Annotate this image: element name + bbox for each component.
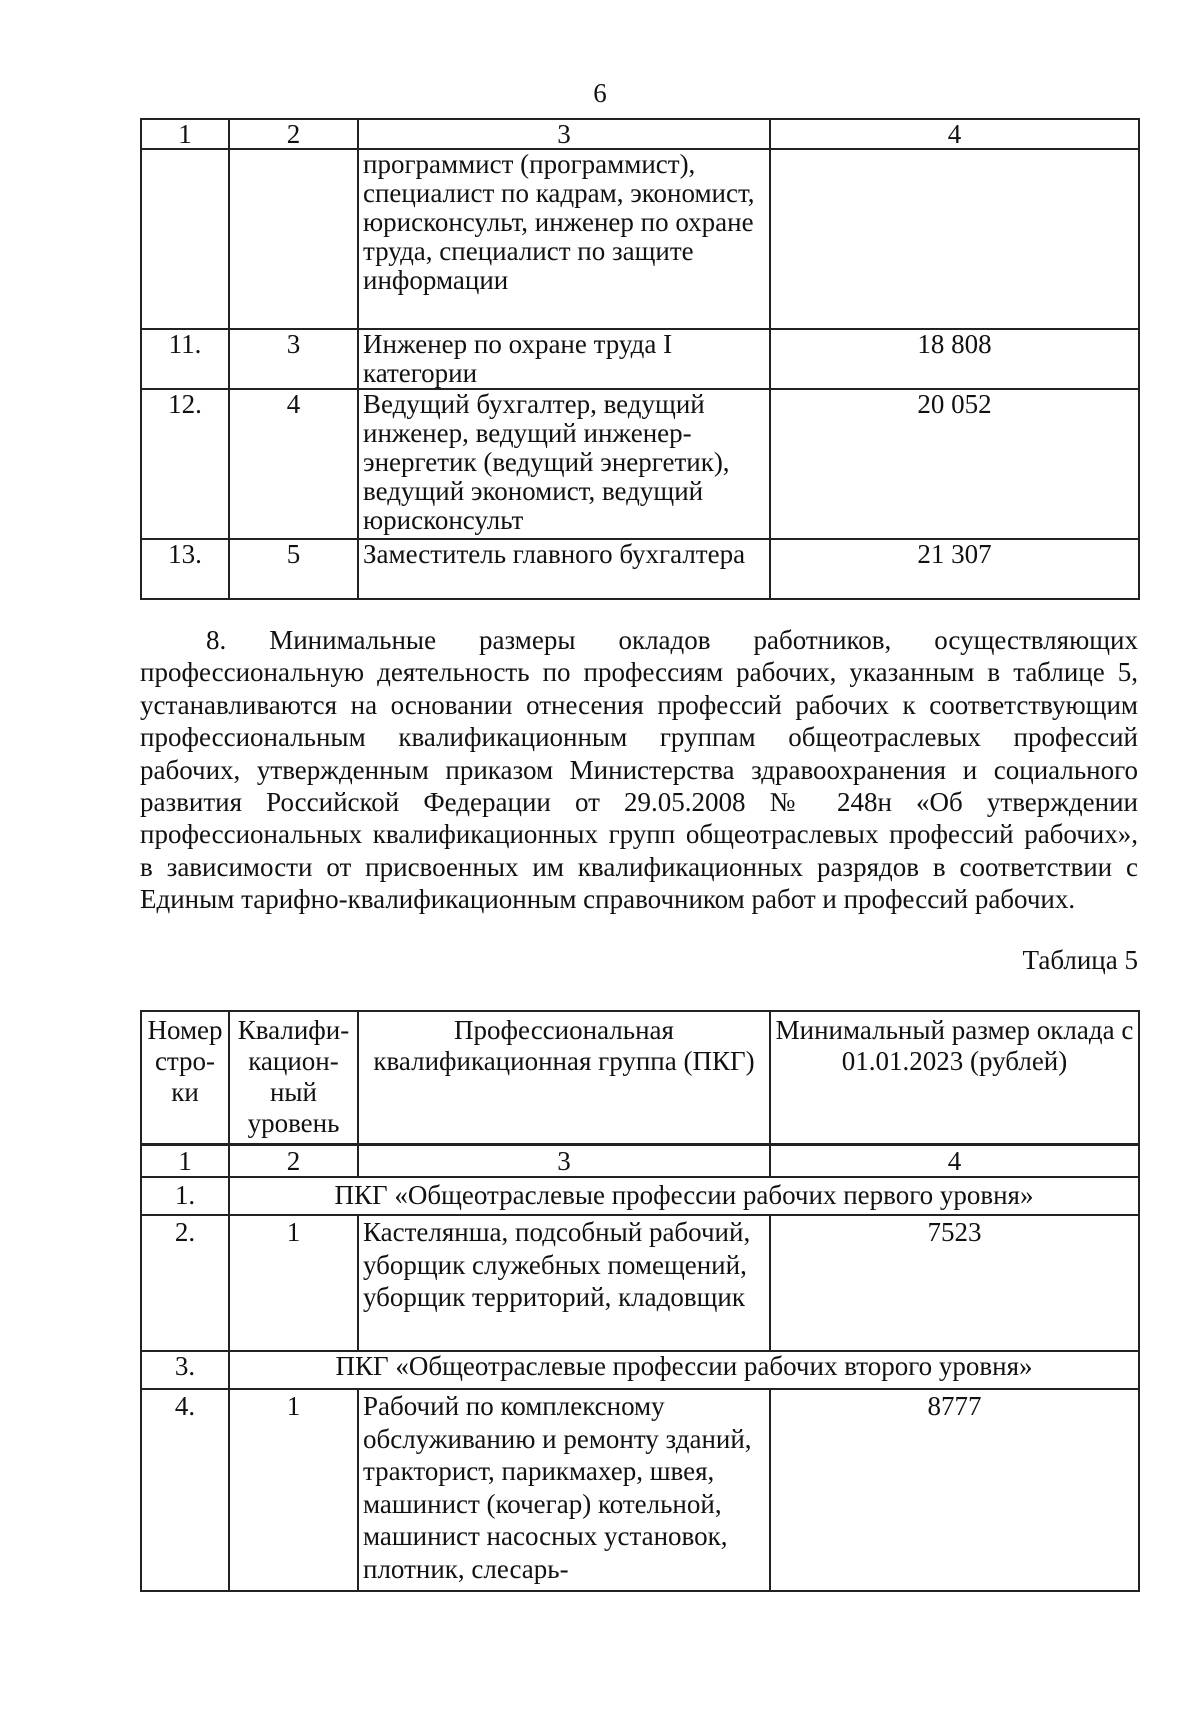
salary-value: 8777 <box>770 1389 1139 1591</box>
column-number: 3 <box>358 1145 770 1177</box>
column-number: 4 <box>770 1145 1139 1177</box>
row-number: 11. <box>141 329 229 389</box>
group-row <box>141 1177 1139 1215</box>
salary-value: 7523 <box>770 1215 1139 1351</box>
position-list: Инженер по охране труда I категории <box>358 329 770 389</box>
table-row <box>141 329 1139 389</box>
table-row <box>141 539 1139 599</box>
salary-value: 21 307 <box>770 539 1139 599</box>
group-title: ПКГ «Общеотраслевые профессии рабочих первого уровня» <box>229 1177 1139 1215</box>
group-row <box>141 1351 1139 1389</box>
column-number: 1 <box>141 1145 229 1177</box>
qualification-level <box>229 149 358 329</box>
qualification-level: 3 <box>229 329 358 389</box>
row-number: 4. <box>141 1389 229 1591</box>
row-number: 13. <box>141 539 229 599</box>
column-header-professional-group: Профессиональная квалификационная группа (ПКГ) <box>358 1011 770 1144</box>
column-number: 3 <box>358 119 770 149</box>
salary-value: 18 808 <box>770 329 1139 389</box>
column-number: 2 <box>229 119 358 149</box>
qualification-level: 4 <box>229 389 358 539</box>
row-number <box>141 149 229 329</box>
column-header-qualification-level: Квалифи-кацион-ный уровень <box>229 1011 358 1144</box>
position-list: Рабочий по комплексному обслуживанию и ремонту зданий, тракторист, парикмахер, швея, машинист (кочегар) котельной, машинист насосных установок, плотник, слесарь- <box>358 1389 770 1591</box>
table-header-row <box>141 1145 1139 1177</box>
qualification-level: 5 <box>229 539 358 599</box>
salary-value: 20 052 <box>770 389 1139 539</box>
salary-value <box>770 149 1139 329</box>
table-row <box>141 1215 1139 1351</box>
table-5-column-headers <box>140 1010 1140 1145</box>
group-title: ПКГ «Общеотраслевые профессии рабочих второго уровня» <box>229 1351 1139 1389</box>
column-header-row-number: Номер стро-ки <box>141 1011 229 1144</box>
column-header-minimum-salary: Минимальный размер оклада с 01.01.2023 (рублей) <box>770 1011 1139 1144</box>
qualification-level: 1 <box>229 1215 358 1351</box>
position-list: Ведущий бухгалтер, ведущий инженер, ведущий инженер-энергетик (ведущий энергетик), ведущий экономист, ведущий юрисконсульт <box>358 389 770 539</box>
qualification-level: 1 <box>229 1389 358 1591</box>
page-number: 6 <box>593 78 607 108</box>
position-list: Кастелянша, подсобный рабочий, уборщик служебных помещений, уборщик территорий, кладовщик <box>358 1215 770 1351</box>
row-number: 1. <box>141 1177 229 1215</box>
column-number: 1 <box>141 119 229 149</box>
table-caption: Таблица 5 <box>1022 945 1138 975</box>
row-number: 2. <box>141 1215 229 1351</box>
position-list: программист (программист), специалист по кадрам, экономист, юрисконсульт, инженер по охране труда, специалист по защите информации <box>358 149 770 329</box>
row-number: 12. <box>141 389 229 539</box>
column-number: 4 <box>770 119 1139 149</box>
column-number: 2 <box>229 1145 358 1177</box>
table-5 <box>140 1144 1140 1592</box>
paragraph-8: 8. Минимальные размеры окладов работников, осуществляющих профессиональную деятельность по профессиям рабочих, указанным в таблице 5, устанавливаются на основании отнесения профессий рабочих к соответствующим профессиональным квалификационным группам общеотраслевых профессий рабочих, утвержденным приказом Министерства здравоохранения и социального развития Российской Федерации от 29.05.2008 № 248н «Об утверждении профессиональных квалификационных групп общеотраслевых профессий рабочих», в зависимости от присвоенных им квалификационных разрядов в соответствии с Единым тарифно-квалификационным справочником работ и профессий рабочих. <box>140 625 1138 915</box>
position-list: Заместитель главного бухгалтера <box>358 539 770 599</box>
table-header-row <box>141 1011 1139 1144</box>
table-4-continuation <box>140 118 1140 600</box>
table-row <box>141 389 1139 539</box>
table-row <box>141 1389 1139 1591</box>
row-number: 3. <box>141 1351 229 1389</box>
table-header-row <box>141 119 1139 149</box>
table-row <box>141 149 1139 329</box>
